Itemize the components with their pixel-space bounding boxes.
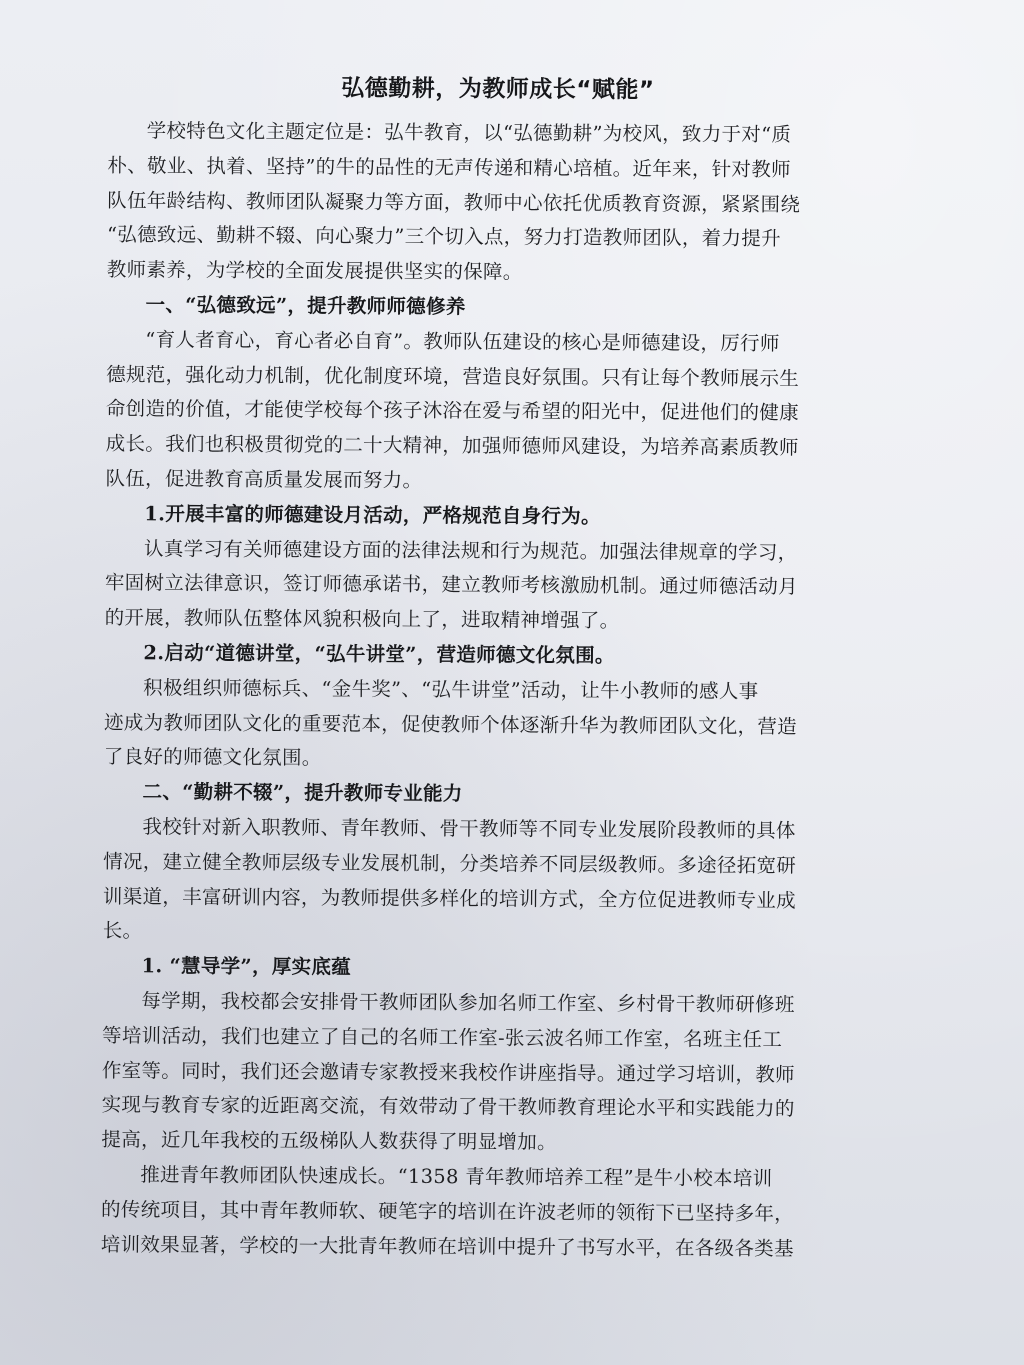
section-2-heading: 二、“勤耕不辍”，提升教师专业能力 [142, 780, 463, 806]
section-1-item-2-paragraph: 积极组织师德标兵、“金牛奖”、“弘牛讲堂”活动，让牛小教师的感人事 迹成为教师团队文化的重要范本，促使教师个体逐渐升华为教师团队文化，营造 了良好的师德文化氛围。 [103, 675, 798, 770]
section-2-item-1-paragraph-2: 推进青年教师团队快速成长。“1358 青年教师培养工程”是牛小校本培训 的传统项目，其中青年教师软、硬笔字的培训在许波老师的领衔下已坚持多年， 培训效果显著，学校的一大批青年教师在培训中提升了书写水平，在各级各类基 [100, 1163, 795, 1260]
section-2-paragraph: 我校针对新入职教师、青年教师、骨干教师等不同专业发展阶段教师的具体 情况，建立健全教师层级专业发展机制，分类培养不同层级教师。多途径拓宽研 训渠道，丰富研训内容，为教师提供多样化的培训方式，全方位促进教师专业成 长。 [102, 815, 797, 943]
document-title: 弘德勤耕，为教师成长“赋能” [341, 75, 655, 104]
section-1-item-2-heading: 2.启动“道德讲堂，“弘牛讲堂”，营造师德文化氛围。 [143, 641, 615, 668]
document-body [101, 68, 888, 1267]
section-1-heading: 一、“弘德致远”，提升教师师德修养 [145, 293, 466, 319]
section-1-paragraph: “育人者育心，育心者必自育”。教师队伍建设的核心是师德建设，厉行师 德规范，强化动力机制，优化制度环境，营造良好氛围。只有让每个教师展示生 命创造的价值，才能使学校每个孩子沐浴在爱与希望的阳光中，促进他们的健康 成长。我们也积极贯彻党的二十大精神，加强师德师风建设，为培养高素质教师 队伍，促进教育高质量发展而努力。 [105, 328, 800, 492]
section-2-item-1-heading: 1. “慧导学”，厚实底蕴 [141, 954, 352, 979]
intro-paragraph: 学校特色文化主题定位是：弘牛教育，以“弘德勤耕”为校风，致力于对“质 朴、敬业、执着、坚持”的牛的品性的无声传递和精心培植。近年来，针对教师 队伍年龄结构、教师团队凝聚力等方面，教师中心依托优质教育资源，紧紧围绕 “弘德致远、勤耕不辍、向心聚力”三个切入点，努力打造教师团队，着力提升 教师素养，为学校的全面发展提供坚实的保障。 [106, 119, 801, 284]
section-2-item-1-paragraph: 每学期，我校都会安排骨干教师团队参加名师工作室、乡村骨干教师研修班 等培训活动，我们也建立了自己的名师工作室-张云波名师工作室，名班主任工 作室等。同时，我们还会邀请专家教授来我校作讲座指导。通过学习培训，教师 实现与教育专家的近距离交流，有效带动了骨干教师教育理论水平和实践能力的 提高，近几年我校的五级梯队人数获得了明显增加。 [101, 989, 795, 1154]
section-1-item-1-paragraph: 认真学习有关师德建设方面的法律法规和行为规范。加强法律规章的学习， 牢固树立法律意识，签订师德承诺书，建立教师考核激励机制。通过师德活动月 的开展，教师队伍整体风貌积极向上了，进取精神增强了。 [104, 536, 798, 633]
section-1-item-1-heading: 1.开展丰富的师德建设月活动，严格规范自身行为。 [144, 501, 601, 528]
